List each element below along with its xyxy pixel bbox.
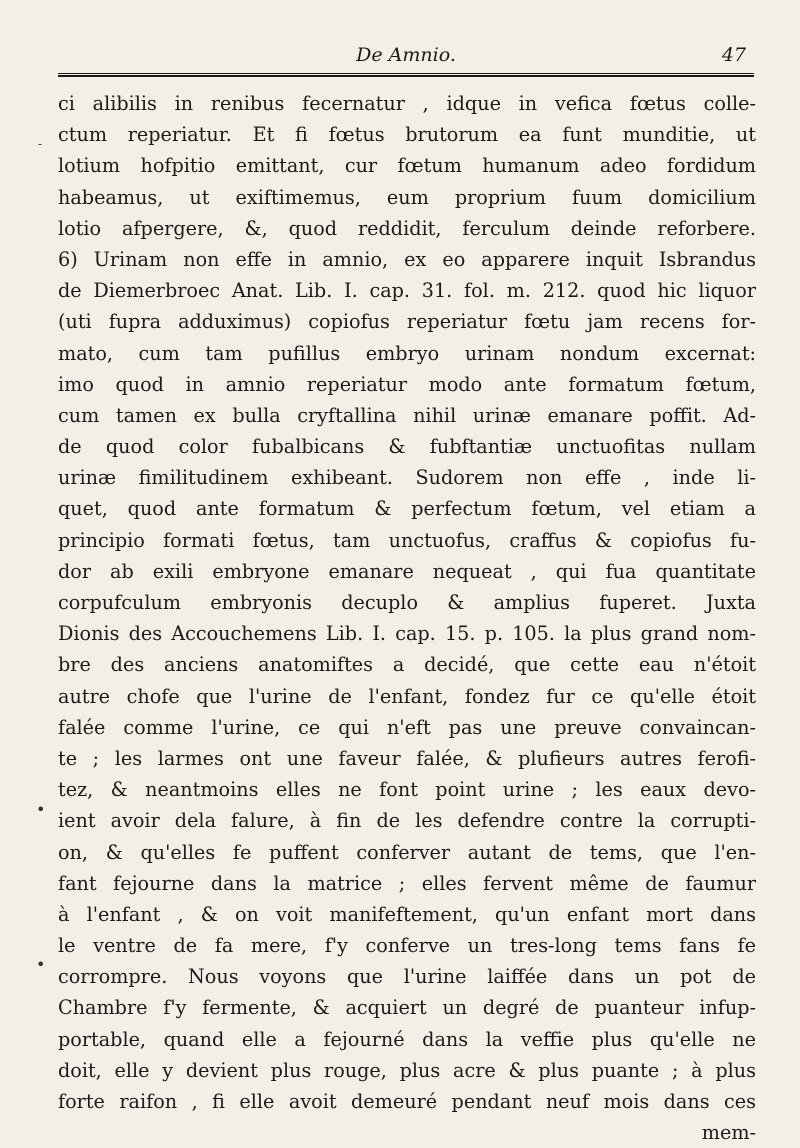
text-line: dor ab exili embryone emanare nequeat , qui fua quantitate xyxy=(58,559,756,583)
text-line: de Diemerbroec Anat. Lib. I. cap. 31. fol. m. 212. quod hic liquor xyxy=(58,279,756,303)
text-line: cum tamen ex bulla cryftallina nihil urinæ emanare poffit. Ad- xyxy=(58,403,756,427)
text-line: le ventre de fa mere, f'y conferve un tres-long tems fans fe xyxy=(58,934,756,958)
text-line: corpufculum embryonis decuplo & amplius fuperet. Juxta xyxy=(58,591,756,614)
text-line: tez, & neantmoins elles ne font point urine ; les eaux devo- xyxy=(58,778,756,802)
text-line: forte raifon , fi elle avoit demeuré pendant neuf mois dans ces xyxy=(58,1090,756,1113)
text-line: ient avoir dela falure, à fin de les defendre contre la corrupti- xyxy=(58,809,756,833)
page-number: 47 xyxy=(721,44,746,66)
text-line: corrompre. Nous voyons que l'urine laiffée dans un pot de xyxy=(58,965,756,989)
margin-mark: • xyxy=(36,955,46,974)
text-line: Chambre f'y fermente, & acquiert un degré de puanteur infup- xyxy=(58,996,756,1020)
text-line: urinæ fimilitudinem exhibeant. Sudorem non effe , inde li- xyxy=(58,466,756,490)
text-line: mato, cum tam pufillus embryo urinam nondum excernat: xyxy=(58,341,756,365)
text-line: 6) Urinam non effe in amnio, ex eo apparere inquit Isbrandus xyxy=(58,247,756,271)
text-line: quet, quod ante formatum & perfectum fœtum, vel etiam a xyxy=(58,497,756,521)
text-line: de quod color fubalbicans & fubftantiæ unctuofitas nullam xyxy=(58,435,756,459)
text-line: (uti fupra adduximus) copiofus reperiatur fœtu jam recens for- xyxy=(58,310,756,334)
text-line: habeamus, ut exiftimemus, eum proprium fuum domicilium xyxy=(58,185,756,209)
text-line: ctum reperiatur. Et fi fœtus brutorum ea funt munditie, ut xyxy=(58,123,756,147)
body-text xyxy=(58,88,756,1148)
running-title: De Amnio. xyxy=(356,44,456,66)
text-line: bre des anciens anatomiftes a decidé, que cette eau n'étoit xyxy=(58,653,756,677)
text-line: portable, quand elle a fejourné dans la veffie plus qu'elle ne xyxy=(58,1027,756,1051)
text-line: Dionis des Accouchemens Lib. I. cap. 15. p. 105. la plus grand nom- xyxy=(58,622,756,646)
text-line: falée comme l'urine, ce qui n'eft pas une preuve convaincan- xyxy=(58,715,756,739)
text-line: on, & qu'elles fe puffent conferver autant de tems, que l'en- xyxy=(58,840,756,864)
text-line: à l'enfant , & on voit manifeftement, qu'un enfant mort dans xyxy=(58,902,756,926)
header-rule xyxy=(58,73,754,77)
text-line: te ; les larmes ont une faveur falée, & plufieurs autres ferofi- xyxy=(58,746,756,770)
text-line: doit, elle y devient plus rouge, plus acre & plus puante ; à plus xyxy=(58,1058,756,1082)
text-line: fant fejourne dans la matrice ; elles fervent même de faumur xyxy=(58,871,756,895)
page-header xyxy=(58,36,754,76)
text-line: imo quod in amnio reperiatur modo ante formatum fœtum, xyxy=(58,372,756,396)
text-line: lotium hofpitio emittant, cur fœtum humanum adeo fordidum xyxy=(58,154,756,178)
catchword: mem- xyxy=(701,1121,756,1145)
text-line: autre chofe que l'urine de l'enfant, fondez fur ce qu'elle étoit xyxy=(58,684,756,708)
text-line: ci alibilis in renibus fecernatur , idque in vefica fœtus colle- xyxy=(58,92,756,115)
text-line: principio formati fœtus, tam unctuofus, craffus & copiofus fu- xyxy=(58,528,756,552)
margin-mark: - xyxy=(38,137,43,151)
text-line: lotio afpergere, &, quod reddidit, ferculum deinde reforbere. xyxy=(58,216,756,240)
margin-mark: • xyxy=(36,800,46,819)
